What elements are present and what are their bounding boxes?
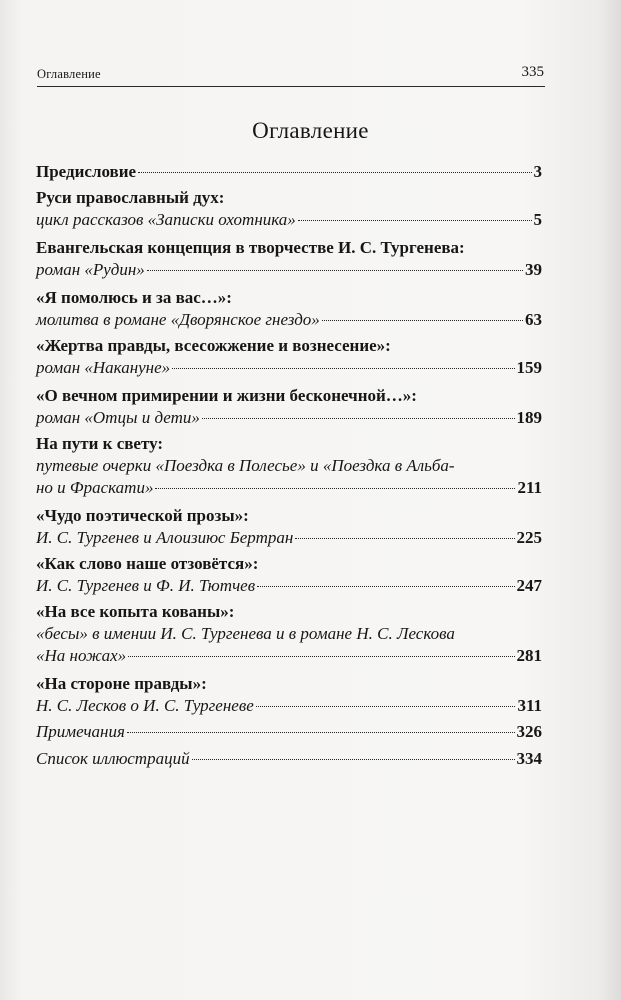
toc-page-number: 247 [516,576,542,595]
toc-page-number: 311 [517,696,542,715]
leader-dots [256,706,516,707]
toc-page-number: 225 [516,528,542,547]
toc-entry-title-line[interactable] [36,554,542,578]
toc-entry-subtitle-line[interactable] [36,408,542,432]
toc-entry-preface[interactable] [36,162,542,186]
toc-entry-subtitle-line[interactable] [36,478,542,502]
leader-dots [257,586,514,587]
toc-entry-title-line[interactable] [36,238,542,262]
leader-dots [192,759,515,760]
toc-entry-subtitle-line[interactable] [36,624,542,648]
toc-entry-subtitle: цикл рассказов «Записки охотника» [36,210,296,229]
toc-entry-subtitle: «бесы» в имении И. С. Тургенева и в романе Н. С. Лескова [36,624,455,643]
toc-entry-subtitle-line[interactable] [36,260,542,284]
toc-entry-subtitle: роман «Рудин» [36,260,145,279]
toc-entry-subtitle: роман «Накануне» [36,358,171,377]
toc-entry-title: Список иллюстраций [36,749,190,768]
leader-dots [128,656,514,657]
leader-dots [147,270,523,271]
toc-entry-title: Примечания [36,722,125,741]
toc-entry-title-line[interactable] [36,434,542,458]
leader-dots [322,320,523,321]
toc-entry-subtitle-continued: «На ножах» [36,646,127,665]
page-number: 335 [521,64,544,80]
leader-dots [172,368,514,369]
toc-entry-title-line[interactable] [36,288,542,312]
leader-dots [138,172,531,173]
toc-entry-title-line[interactable] [36,506,542,530]
toc-entry-title: «Я помолюсь и за вас…»: [36,288,232,307]
toc-entry-illustrations[interactable] [36,749,542,773]
toc-entry-subtitle-line[interactable] [36,210,542,234]
toc-entry-title: «На стороне правды»: [36,674,207,693]
leader-dots [202,418,515,419]
running-head-title: Оглавление [37,67,101,81]
leader-dots [127,732,515,733]
toc-entry-title: «Как слово наше отзовётся»: [36,554,259,573]
toc-entry-title: Руси православный дух: [36,188,225,207]
toc-entry-title: Евангельская концепция в творчестве И. С. Тургенева: [36,238,465,257]
toc-page-number: 211 [517,478,542,497]
toc-entry-subtitle: путевые очерки «Поездка в Полесье» и «Поездка в Альба- [36,456,455,475]
toc-page-number: 5 [533,210,542,229]
leader-dots [295,538,514,539]
leader-dots [155,488,515,489]
toc-page-number: 189 [516,408,542,427]
toc-page-number: 159 [516,358,542,377]
toc-entry-subtitle-line[interactable] [36,358,542,382]
toc-entry-title-line[interactable] [36,188,542,212]
toc-page-number: 281 [516,646,542,665]
toc-entry-subtitle-line[interactable] [36,528,542,552]
toc-page-number: 39 [525,260,542,279]
toc-page-number: 334 [516,749,542,768]
toc-entry-subtitle-line[interactable] [36,696,542,720]
toc-entry-title: «О вечном примирении и жизни бесконечной…»: [36,386,417,405]
toc-entry-title: Предисловие [36,162,137,181]
toc-entry-subtitle-line[interactable] [36,576,542,600]
toc-entry-subtitle: И. С. Тургенев и Алоизиюс Бертран [36,528,294,547]
toc-entry-title: «На все копыта кованы»: [36,602,235,621]
toc-entry-title: На пути к свету: [36,434,164,453]
toc-entry-title-line[interactable] [36,336,542,360]
toc-entry-title-line[interactable] [36,386,542,410]
toc-entry-subtitle: роман «Отцы и дети» [36,408,200,427]
toc-page-number: 63 [525,310,542,329]
toc-entry-subtitle: Н. С. Лесков о И. С. Тургеневе [36,696,254,715]
toc-entry-subtitle: молитва в романе «Дворянское гнездо» [36,310,320,329]
leader-dots [298,220,532,221]
running-head [37,64,545,87]
toc-entry-subtitle: И. С. Тургенев и Ф. И. Тютчев [36,576,256,595]
toc-entry-notes[interactable] [36,722,542,746]
toc-entry-title: «Жертва правды, всесожжение и вознесение»: [36,336,391,355]
toc-page-number: 3 [533,162,542,181]
toc-entry-subtitle-line[interactable] [36,646,542,670]
toc-entry-subtitle-line[interactable] [36,310,542,334]
toc-entry-title-line[interactable] [36,602,542,626]
toc-page-number: 326 [516,722,542,741]
toc-entry-subtitle-line[interactable] [36,456,542,480]
toc-entry-title: «Чудо поэтической прозы»: [36,506,249,525]
toc-entry-subtitle-continued: но и Фраскати» [36,478,154,497]
toc-entry-title-line[interactable] [36,674,542,698]
toc-heading: Оглавление [252,118,369,143]
